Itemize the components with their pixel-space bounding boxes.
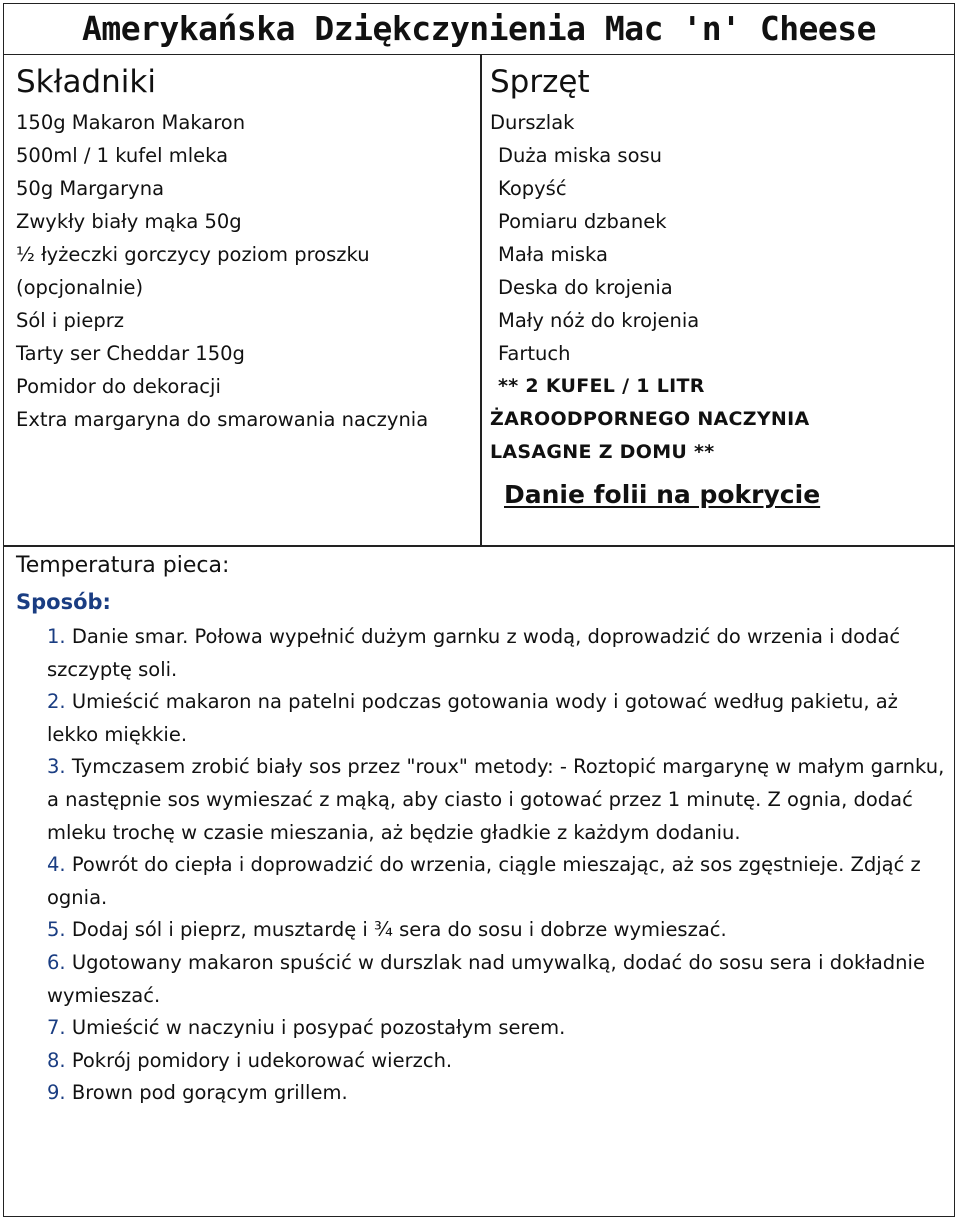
method-step (47, 686, 947, 751)
equipment-item: Duża miska sosu (498, 144, 663, 167)
equipment-item: Fartuch (498, 342, 571, 365)
method-step (47, 914, 947, 947)
method-heading: Sposób: (16, 590, 111, 614)
ingredient-item: Extra margaryna do smarowania naczynia (16, 408, 429, 431)
ingredient-item: Tarty ser Cheddar 150g (16, 342, 245, 365)
equipment-item-dish-note: LASAGNE Z DOMU ** (490, 441, 715, 463)
ingredient-item: 150g Makaron Makaron (16, 111, 246, 134)
oven-temperature-label: Temperatura pieca: (16, 553, 230, 578)
equipment-item: Mały nóż do krojenia (498, 309, 700, 332)
step-text: Brown pod gorącym grillem. (71, 1081, 348, 1105)
ingredient-item: (opcjonalnie) (16, 276, 144, 299)
ingredient-item: ½ łyżeczki gorczycy poziom proszku (16, 243, 370, 266)
step-number: 8. (47, 1048, 66, 1072)
step-number: 2. (47, 690, 66, 714)
title-row (3, 3, 955, 55)
equipment-item: Pomiaru dzbanek (498, 210, 667, 233)
column-divider (480, 55, 482, 546)
ingredients-list (16, 106, 476, 436)
step-number: 3. (47, 755, 66, 779)
step-text: Tymczasem zrobić biały sos przez "roux" metody: - Roztopić margarynę w małym garnku, a następnie sos wymieszać z mąką, aby ciasto i gotować przez 1 minutę. Z ognia, dodać mleku trochę w czasie mieszania, aż będzie gładkie z każdym dodaniu. (47, 755, 945, 844)
method-steps (47, 621, 947, 1110)
step-number: 6. (47, 950, 66, 974)
equipment-item: Durszlak (490, 111, 575, 134)
step-number: 1. (47, 625, 66, 648)
ingredient-item: 50g Margaryna (16, 177, 165, 200)
step-text: Pokrój pomidory i udekorować wierzch. (71, 1048, 453, 1072)
foil-note: Danie folii na pokrycie (504, 480, 821, 509)
method-step (47, 849, 947, 914)
ingredient-item: 500ml / 1 kufel mleka (16, 144, 229, 167)
equipment-item-dish-type: ŻAROODPORNEGO NACZYNIA (490, 408, 810, 430)
equipment-item: Mała miska (498, 243, 608, 266)
step-number: 9. (47, 1081, 66, 1105)
step-text: Danie smar. Połowa wypełnić dużym garnku z wodą, doprowadzić do wrzenia i dodać szczyptę soli. (47, 625, 901, 681)
method-step (47, 947, 947, 1012)
equipment-section (490, 60, 952, 515)
step-text: Umieścić makaron na patelni podczas gotowania wody i gotować według pakietu, aż lekko miękkie. (47, 690, 898, 746)
step-number: 4. (47, 853, 66, 877)
equipment-item: Deska do krojenia (498, 276, 673, 299)
ingredients-heading: Składniki (16, 64, 156, 100)
method-step (47, 751, 947, 849)
step-number: 5. (47, 918, 66, 942)
ingredient-item: Pomidor do dekoracji (16, 375, 221, 398)
ingredient-item: Sól i pieprz (16, 309, 124, 332)
method-step (47, 621, 947, 686)
method-step (47, 1012, 947, 1045)
ingredients-section (16, 60, 476, 436)
ingredient-item: Zwykły biały mąka 50g (16, 210, 242, 233)
step-text: Powrót do ciepła i doprowadzić do wrzenia, ciągle mieszając, aż sos zgęstnieje. Zdjąć z ognia. (47, 853, 921, 909)
step-text: Dodaj sól i pieprz, musztardę i ¾ sera do sosu i dobrze wymieszać. (71, 918, 727, 942)
method-step (47, 1077, 947, 1110)
section-divider (3, 545, 955, 547)
step-text: Ugotowany makaron spuścić w durszlak nad umywalką, dodać do sosu sera i dokładnie wymieszać. (47, 950, 925, 1007)
method-step (47, 1045, 947, 1078)
recipe-title: Amerykańska Dziękczynienia Mac 'n' Cheese (81, 9, 877, 48)
equipment-item-dish-size: ** 2 KUFEL / 1 LITR (498, 375, 705, 397)
step-text: Umieścić w naczyniu i posypać pozostałym serem. (71, 1016, 566, 1040)
equipment-list (490, 106, 952, 469)
equipment-heading: Sprzęt (490, 64, 590, 100)
equipment-item: Kopyść (498, 177, 567, 200)
step-number: 7. (47, 1016, 66, 1040)
